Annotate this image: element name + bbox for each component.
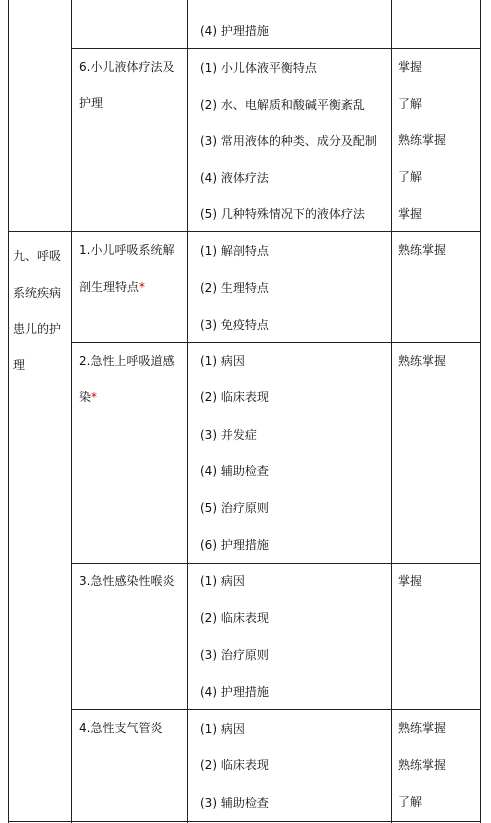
item-content: (6) 护理措施 [200, 538, 269, 552]
row-divider [71, 48, 481, 49]
requirement-level: 了解 [398, 170, 423, 184]
row-divider [71, 563, 481, 564]
topic-title: 染* [79, 390, 98, 404]
item-content: (3) 并发症 [200, 428, 257, 442]
requirement-level: 了解 [398, 97, 423, 111]
row-divider [71, 709, 481, 710]
row-divider [8, 231, 481, 232]
column-divider-3 [391, 0, 392, 823]
table-border-right [480, 0, 481, 823]
requirement-level: 掌握 [398, 207, 423, 221]
row-divider [71, 342, 481, 343]
unit-title: 理 [13, 358, 26, 372]
item-content: (5) 几种特殊情况下的液体疗法 [200, 207, 365, 221]
item-content: (4) 辅助检查 [200, 464, 269, 478]
table-border-bottom [8, 821, 481, 822]
item-content: (1) 病因 [200, 354, 245, 368]
unit-title: 九、呼吸 [13, 249, 62, 263]
requirement-level: 掌握 [398, 60, 423, 74]
requirement-level: 熟练掌握 [398, 133, 447, 147]
item-content: (2) 生理特点 [200, 281, 269, 295]
unit-title: 系统疾病 [13, 286, 62, 300]
item-content: (1) 病因 [200, 722, 245, 736]
item-content: (4) 护理措施 [200, 685, 269, 699]
item-content: (2) 水、电解质和酸碱平衡紊乱 [200, 98, 365, 112]
topic-title: 3.急性感染性喉炎 [79, 574, 175, 588]
unit-title: 患儿的护 [13, 322, 62, 336]
column-divider-2 [187, 0, 188, 823]
item-content: (3) 免疫特点 [200, 318, 269, 332]
requirement-level: 掌握 [398, 574, 423, 588]
item-content: (1) 小儿体液平衡特点 [200, 61, 317, 75]
item-content: (4) 护理措施 [200, 24, 269, 38]
requirement-level: 熟练掌握 [398, 758, 447, 772]
item-content: (2) 临床表现 [200, 611, 269, 625]
topic-title: 2.急性上呼吸道感 [79, 354, 175, 368]
key-point-star: * [139, 280, 146, 294]
table-border-left [8, 0, 9, 823]
topic-title: 1.小儿呼吸系统解 [79, 243, 175, 257]
item-content: (2) 临床表现 [200, 390, 269, 404]
item-content: (3) 治疗原则 [200, 648, 269, 662]
requirement-level: 熟练掌握 [398, 354, 447, 368]
column-divider-1 [71, 0, 72, 823]
item-content: (3) 辅助检查 [200, 796, 269, 810]
item-content: (4) 液体疗法 [200, 171, 269, 185]
topic-title: 4.急性支气管炎 [79, 721, 163, 735]
key-point-star: * [91, 390, 98, 404]
requirement-level: 了解 [398, 795, 423, 809]
item-content: (2) 临床表现 [200, 758, 269, 772]
requirement-level: 熟练掌握 [398, 243, 447, 257]
topic-title: 护理 [79, 96, 104, 110]
item-content: (3) 常用液体的种类、成分及配制 [200, 134, 377, 148]
item-content: (5) 治疗原则 [200, 501, 269, 515]
item-content: (1) 病因 [200, 574, 245, 588]
topic-title: 6.小儿液体疗法及 [79, 60, 175, 74]
item-content: (1) 解剖特点 [200, 244, 269, 258]
requirement-level: 熟练掌握 [398, 721, 447, 735]
topic-title: 剖生理特点* [79, 280, 146, 294]
